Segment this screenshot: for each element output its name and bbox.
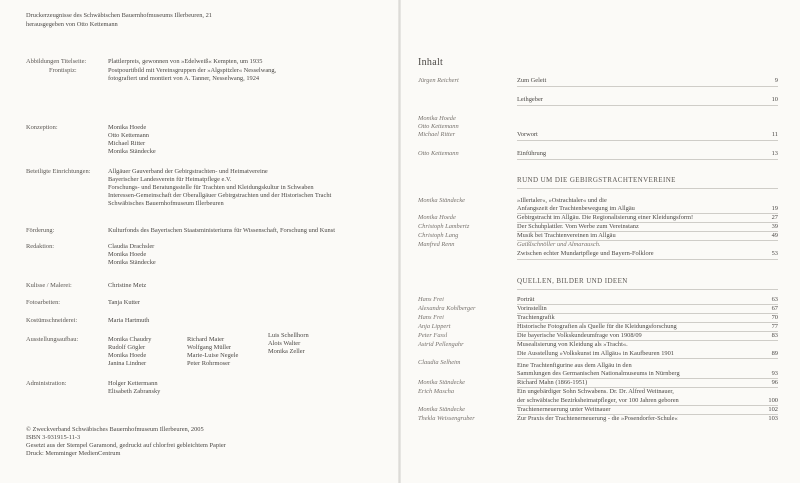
toc-title: Eine Trachtenfigurine aus dem Allgäu in den [517, 362, 632, 369]
imprint-line: Druck: Memminger MedienCentrum [26, 450, 121, 457]
list-item: Claudia Drachsler [108, 243, 155, 250]
toc-title: Zur Praxis der Trachtenerneuerung - die »Posendorfer-Schule« [517, 415, 678, 422]
toc-title: Ein ungebärdiger Sohn Schwabens. Dr. Dr. Alfred Weitnauer, [517, 388, 674, 395]
photo-label: Fotoarbeiten: [26, 299, 61, 306]
title-image-caption: Plattlerpreis, gewonnen von »Edelweiß« Kempten, um 1935 [108, 58, 263, 65]
page-title: Inhalt [418, 57, 444, 68]
toc-title: Porträt [517, 296, 535, 303]
institutions-label: Beteiligte Einrichtungen: [26, 168, 91, 175]
toc-title: Vorwort [517, 131, 538, 138]
imprint-line: Gesetzt aus der Stempel Garamond, gedruckt auf chlorfrei gebleichtem Papier [26, 442, 226, 449]
setup-column-2 [187, 336, 238, 368]
toc-title: Historische Fotografien als Quelle für die Kleidungsforschung [517, 323, 677, 330]
toc-page: 103 [768, 415, 778, 422]
toc-title: Zwischen echter Mundartpflege und Bayern-Folklore [517, 250, 654, 257]
toc-page: 89 [771, 350, 778, 357]
concept-list [108, 124, 156, 156]
toc-title: Musealisierung von Kleidung als »Tracht«. [517, 341, 628, 348]
photo-value: Tanja Kutter [108, 299, 141, 306]
list-item: Otto Kettemann [108, 132, 149, 139]
toc-page: 67 [771, 305, 778, 312]
toc-author: Monika Ständecke [418, 379, 466, 386]
toc-page: 27 [771, 214, 778, 221]
funding-value: Kulturfonds des Bayerischen Staatsministeriums für Wissenschaft, Forschung und Kunst [108, 227, 335, 234]
toc-page: 39 [771, 223, 778, 230]
toc-page: 53 [771, 250, 778, 257]
series-line: Druckerzeugnisse des Schwäbischen Bauernhofmuseums Illerbeuren, 21 [26, 12, 212, 19]
list-item: Monika Hoede [108, 251, 147, 258]
toc-author: Jürgen Reichert [418, 77, 459, 84]
toc-title: Der Schuhplattler. Vom Werbe zum Vereinstanz [517, 223, 639, 230]
toc-author: Peter Fassl [418, 332, 448, 339]
costume-value: Maria Hartmuth [108, 317, 150, 324]
funding-label: Förderung: [26, 227, 55, 234]
toc-page: 10 [771, 96, 778, 103]
toc-page: 11 [771, 131, 778, 138]
divider [517, 105, 778, 106]
toc-title: Leihgeber [517, 96, 543, 103]
toc-title: Zum Geleit [517, 77, 547, 84]
toc-page: 77 [771, 323, 778, 330]
list-item: Elisabeth Zabransky [108, 388, 161, 395]
divider [517, 304, 778, 305]
toc-author: Astrid Pellengahr [418, 341, 464, 348]
toc-title: der schwäbische Bezirksheimatpfleger, vor 100 Jahren geboren [517, 397, 679, 404]
toc-page: 100 [768, 397, 778, 404]
imprint [26, 426, 226, 458]
concept-label: Konzeption: [26, 124, 58, 131]
scenery-label: Kulisse / Malerei: [26, 282, 72, 289]
scenery-value: Christine Metz [108, 282, 147, 289]
setup-label: Ausstellungsaufbau: [26, 336, 79, 343]
list-item: Holger Kettermann [108, 380, 158, 387]
toc-author: Otto Kettemann [418, 150, 459, 157]
toc-page: 13 [771, 150, 778, 157]
section-heading: RUND UM DIE GEBIRGSTRACHTENVEREINE [517, 176, 676, 184]
setup-column-3 [268, 332, 309, 356]
toc-page: 102 [768, 406, 778, 413]
toc-page: 49 [771, 232, 778, 239]
toc-title: Die Ausstellung »Volkskunst im Allgäu« in Kaufbeuren 1901 [517, 350, 674, 357]
page-fold [398, 0, 401, 483]
toc-author: Anja Lippert [418, 323, 451, 330]
editing-list [108, 243, 156, 267]
toc-page: 96 [771, 379, 778, 386]
imprint-line: © Zweckverband Schwäbisches Bauernhofmuseum Illerbeuren, 2005 [26, 426, 204, 433]
list-item: Monika Hoede [108, 124, 147, 131]
list-item: Allgäuer Gauverband der Gebirgstrachten- und Heimatvereine [108, 168, 268, 175]
toc-page: 63 [771, 296, 778, 303]
list-item: Monika Ständecke [108, 148, 156, 155]
toc-author: Hans Frei [418, 296, 444, 303]
toc-page: 9 [774, 77, 778, 84]
divider [517, 289, 778, 290]
divider [517, 86, 778, 87]
toc-author: Alexandra Kohlberger [418, 305, 476, 312]
vorwort-authors [418, 115, 459, 139]
toc-title: Richard Mahn (1866-1951) [517, 379, 588, 386]
toc-page: 93 [771, 370, 778, 377]
toc-title: »Illertaler«, »Ostrachtaler« und die [517, 197, 607, 204]
illustrations-label: Abbildungen Titelseite: [26, 58, 87, 65]
list-item: Monika Hoede [108, 352, 147, 359]
toc-title: Anfangszeit der Trachtenbewegung im Allgäu [517, 205, 635, 212]
toc-title: Sammlungen des Germanischen Nationalmuseums in Nürnberg [517, 370, 680, 377]
imprint-line: ISBN 3-931915-11-3 [26, 434, 81, 441]
toc-page: 70 [771, 314, 778, 321]
divider [517, 358, 778, 359]
list-item: Richard Maier [187, 336, 225, 343]
list-item: Monika Ständecke [108, 259, 156, 266]
toc-title: Gaißlschnöller und Almarausch. [517, 241, 601, 248]
admin-label: Administration: [26, 380, 67, 387]
divider [517, 313, 778, 314]
list-item: Alois Walter [268, 340, 301, 347]
institutions-list [108, 168, 331, 208]
toc-author: Christoph Lambertz [418, 223, 470, 230]
toc-author: Otto Kettemann [418, 123, 459, 130]
frontispiece-label: Frontispiz: [49, 67, 77, 74]
list-item: Michael Ritter [108, 140, 146, 147]
editor-line: herausgegeben von Otto Kettemann [26, 21, 118, 28]
setup-column-1 [108, 336, 152, 368]
list-item: Marie-Luise Negele [187, 352, 239, 359]
toc-page: 19 [771, 205, 778, 212]
toc-title: Einführung [517, 150, 547, 157]
toc-title: Vorinstellin [517, 305, 547, 312]
list-item: Wolfgang Müller [187, 344, 232, 351]
toc-author: Monika Hoede [418, 214, 456, 221]
costume-label: Kostümschneiderei: [26, 317, 78, 324]
toc-title: Trachtengrafik [517, 314, 555, 321]
section-heading: QUELLEN, BILDER UND IDEEN [517, 277, 628, 285]
toc-title: Die bayerische Volkskundeumfrage von 1908/09 [517, 332, 642, 339]
toc-author: Claudia Selheim [418, 359, 461, 366]
toc-author: Manfred Renn [418, 241, 455, 248]
divider [517, 259, 778, 260]
toc-title: Gebirgstracht im Allgäu. Die Regionalisierung einer Kleidungsform! [517, 214, 694, 221]
frontispiece-caption-1: Postpourtibild mit Vereinsgruppen der »Algspitzler« Nesselwang, [108, 67, 277, 74]
list-item: Monika Zeller [268, 348, 305, 355]
list-item: Rudolf Gögler [108, 344, 146, 351]
toc-author: Michael Ritter [418, 131, 456, 138]
frontispiece-caption-2: fotografiert und montiert von A. Tanner, Nesselwang, 1924 [108, 75, 260, 82]
toc-page: 83 [771, 332, 778, 339]
divider [517, 140, 778, 141]
toc-title: Musik bei Trachtenvereinen im Allgäu [517, 232, 616, 239]
list-item: Monika Chaudry [108, 336, 152, 343]
divider [517, 188, 778, 189]
toc-author: Monika Ständecke [418, 406, 466, 413]
list-item: Schwäbisches Bauernhofmuseum Illerbeuren [108, 200, 224, 207]
list-item: Interessen-Gemeinschaft der Oberallgäuer Gebirgstrachten und der Historischen Tracht [108, 192, 332, 199]
list-item: Bayerischer Landesverein für Heimatpflege e.V. [108, 176, 232, 183]
list-item: Janina Lindner [108, 360, 147, 367]
editing-label: Redaktion: [26, 243, 55, 250]
toc-title: Trachtenerneuerung unter Weitnauer [517, 406, 611, 413]
toc-author: Christoph Lang [418, 232, 459, 239]
toc-author: Erich Mascha [418, 388, 455, 395]
toc-author: Monika Hoede [418, 115, 456, 122]
list-item: Forschungs- und Beratungsstelle für Trachten und Kleidungskultur in Schwaben [108, 184, 314, 191]
toc-author: Hans Frei [418, 314, 444, 321]
admin-list [108, 380, 160, 396]
divider [517, 159, 778, 160]
toc-author: Thekla Weissengruber [418, 415, 475, 422]
list-item: Luis Schellhorn [268, 332, 309, 339]
toc-author: Monika Ständecke [418, 197, 466, 204]
list-item: Peter Rohrmoser [187, 360, 231, 367]
